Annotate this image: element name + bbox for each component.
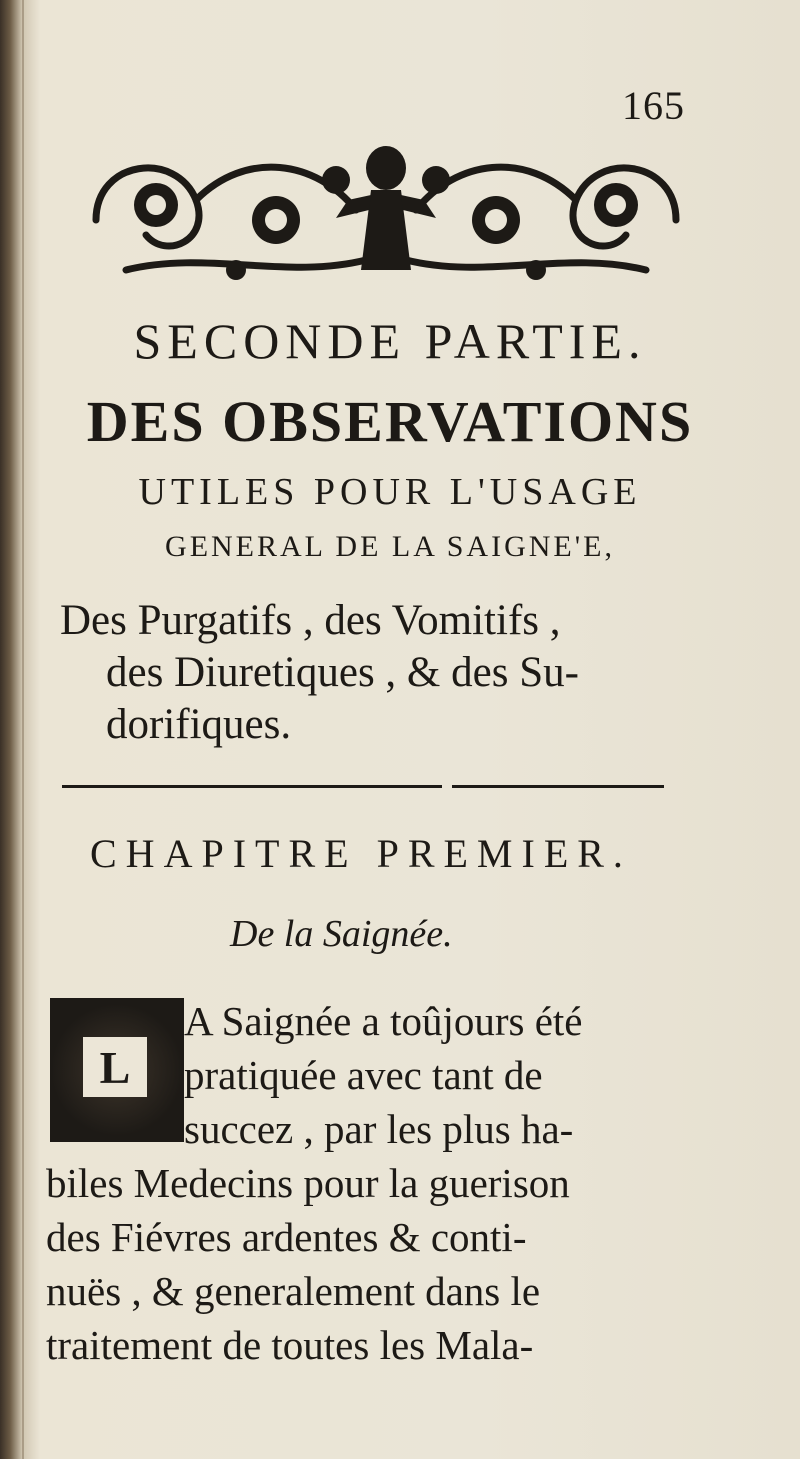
section-heading: De la Saignée.	[230, 913, 453, 955]
page-number: 165	[622, 83, 685, 128]
floral-headpiece-icon	[86, 140, 686, 290]
subtitle-line: Des Purgatifs , des Vomitifs ,	[60, 597, 561, 644]
subtitle	[60, 595, 700, 751]
drop-cap-letter: L	[83, 1037, 147, 1097]
body-line: nuës , & generalement dans le	[46, 1268, 541, 1314]
main-title: DES OBSERVATIONS	[86, 389, 694, 454]
chapter-heading: CHAPITRE PREMIER.	[90, 831, 632, 876]
title-line-3: UTILES POUR L'USAGE	[138, 471, 642, 513]
title-line-4: GENERAL DE LA SAIGNE'E,	[165, 530, 615, 563]
body-text	[46, 994, 686, 1372]
divider-rule	[62, 785, 442, 788]
body-line: succez , par les plus ha-	[184, 1106, 574, 1152]
body-line: biles Medecins pour la guerison	[46, 1160, 570, 1206]
body-line: A Saignée a toûjours été	[184, 998, 583, 1044]
book-gutter	[22, 0, 24, 1459]
subtitle-line: dorifiques.	[106, 701, 292, 748]
divider-rule	[452, 785, 664, 788]
subtitle-line: des Diuretiques , & des Su-	[106, 649, 579, 696]
body-line: des Fiévres ardentes & conti-	[46, 1214, 527, 1260]
body-line: pratiquée avec tant de	[184, 1052, 543, 1098]
part-title: SECONDE PARTIE.	[133, 313, 647, 369]
body-line: traitement de toutes les Mala-	[46, 1322, 534, 1368]
